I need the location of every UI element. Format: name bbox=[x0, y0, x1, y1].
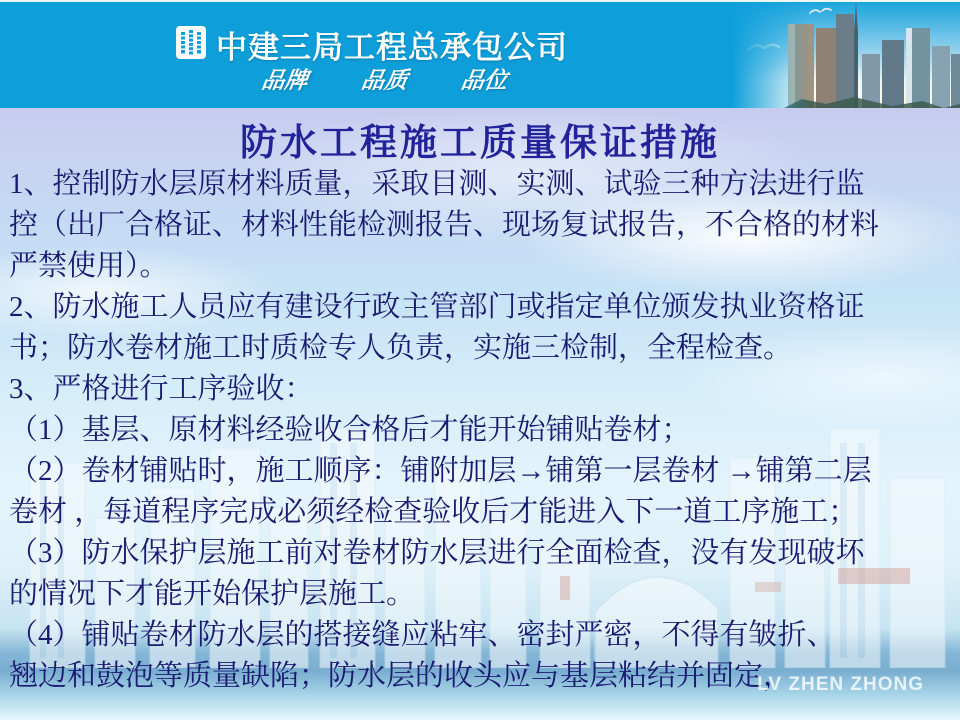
page-title: 防水工程施工质量保证措施 bbox=[240, 123, 720, 164]
body-line: 翘边和鼓泡等质量缺陷；防水层的收头应与基层粘结并固定， bbox=[9, 660, 793, 692]
company-slogan bbox=[260, 62, 558, 95]
body-line: （2）卷材铺贴时，施工顺序：铺附加层→铺第一层卷材 →铺第二层 bbox=[9, 455, 872, 487]
body-line: 1、控制防水层原材料质量，采取目测、实测、试验三种方法进行监 bbox=[9, 168, 865, 200]
cscec-logo-icon bbox=[180, 30, 202, 55]
body-line: 的情况下才能开始保护层施工。 bbox=[9, 578, 416, 610]
body-line: 2、防水施工人员应有建设行政主管部门或指定单位颁发执业资格证 bbox=[9, 291, 865, 323]
company-logo bbox=[176, 26, 206, 59]
company-name: 中建三局工程总承包公司 bbox=[216, 30, 568, 65]
body-text bbox=[9, 164, 953, 697]
body-line: 控（出厂合格证、材料性能检测报告、现场复试报告，不合格的材料 bbox=[9, 209, 880, 241]
body-line: （1）基层、原材料经验收合格后才能开始铺贴卷材； bbox=[9, 414, 691, 446]
body-line: 书；防水卷材施工时质检专人负责，实施三检制，全程检查。 bbox=[9, 332, 793, 364]
body-line: 严禁使用）。 bbox=[9, 250, 169, 282]
body-line: 卷材 ，每道程序完成必须经检查验收后才能进入下一道工序施工； bbox=[9, 496, 858, 528]
body-line: （4）铺贴卷材防水层的搭接缝应粘牢、密封严密，不得有皱折、 bbox=[9, 619, 836, 651]
banner-cityscape-image bbox=[732, 2, 960, 108]
body-line: （3）防水保护层施工前对卷材防水层进行全面检查，没有发现破坏 bbox=[9, 537, 865, 569]
watermark: LV ZHEN ZHONG bbox=[757, 674, 924, 695]
body-line: 3、严格进行工序验收： bbox=[9, 373, 314, 405]
slide-content bbox=[0, 108, 960, 720]
slogan-word: 品质 bbox=[359, 68, 410, 93]
header-banner bbox=[0, 0, 960, 108]
slogan-word: 品位 bbox=[459, 68, 509, 93]
slogan-word: 品牌 bbox=[259, 68, 310, 93]
